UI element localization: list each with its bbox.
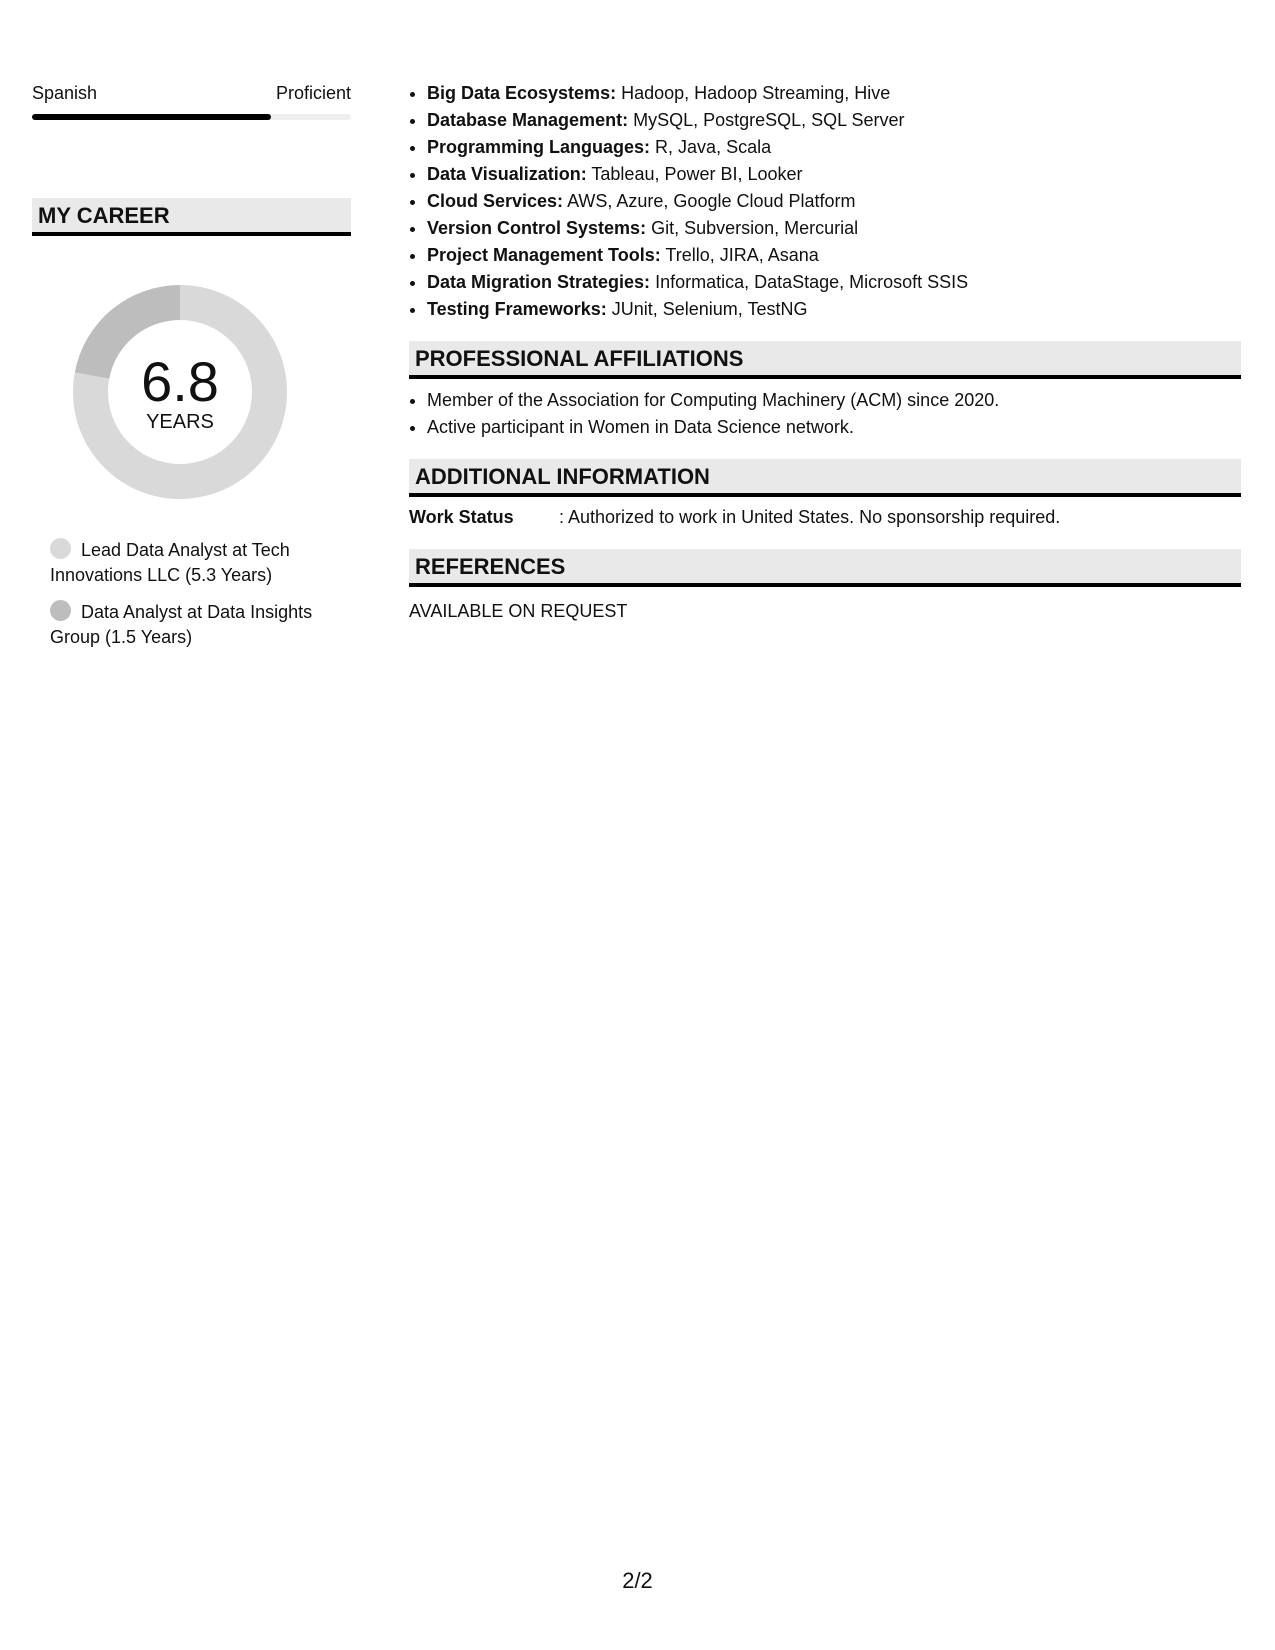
- skill-label: Project Management Tools:: [427, 245, 661, 265]
- right-column: [409, 80, 1241, 625]
- affiliations-list: [409, 387, 1241, 441]
- skill-value: JUnit, Selenium, TestNG: [611, 299, 808, 319]
- affiliation-item: • Active participant in Women in Data Science network.: [427, 414, 1241, 441]
- career-legend-label: Data Analyst at Data Insights Group (1.5 Years): [50, 602, 313, 647]
- skill-value: MySQL, PostgreSQL, SQL Server: [633, 110, 905, 130]
- language-name: Spanish: [32, 83, 98, 103]
- skill-item: [427, 215, 1241, 242]
- skill-value: Tableau, Power BI, Looker: [591, 164, 803, 184]
- skill-value: R, Java, Scala: [655, 137, 772, 157]
- career-legend-item: [50, 600, 351, 650]
- career-heading: MY CAREER: [32, 198, 351, 236]
- skill-label: Version Control Systems:: [427, 218, 647, 238]
- skill-item: [427, 188, 1241, 215]
- skill-value: AWS, Azure, Google Cloud Platform: [567, 191, 856, 211]
- career-total-years: 6.8: [141, 350, 219, 413]
- references-heading: REFERENCES: [409, 549, 1241, 587]
- skill-label: Data Migration Strategies:: [427, 272, 651, 292]
- career-legend-item: [50, 538, 351, 588]
- skill-label: Big Data Ecosystems:: [427, 83, 617, 103]
- additional-info-heading: ADDITIONAL INFORMATION: [409, 459, 1241, 497]
- skills-list: [409, 80, 1241, 323]
- skill-value: Hadoop, Hadoop Streaming, Hive: [621, 83, 891, 103]
- work-status-value: : Authorized to work in United States. No sponsorship required.: [559, 507, 1061, 527]
- career-donut-chart: [66, 278, 294, 506]
- skill-value: Trello, JIRA, Asana: [665, 245, 819, 265]
- skill-label: Data Visualization:: [427, 164, 587, 184]
- references-text: AVAILABLE ON REQUEST: [409, 601, 628, 621]
- skill-item: [427, 161, 1241, 188]
- skill-label: Cloud Services:: [427, 191, 564, 211]
- skill-value: Informatica, DataStage, Microsoft SSIS: [655, 272, 969, 292]
- career-total-unit: YEARS: [146, 411, 214, 433]
- legend-dot-icon: [50, 600, 71, 621]
- language-level-bar-fill: [32, 114, 271, 120]
- career-legend-label: Lead Data Analyst at Tech Innovations LLC (5.3 Years): [50, 540, 290, 585]
- skill-label: Programming Languages:: [427, 137, 651, 157]
- skill-item: [427, 269, 1241, 296]
- career-donut-center: [66, 278, 294, 506]
- page-number: 2/2: [622, 1568, 653, 1593]
- skill-label: Testing Frameworks:: [427, 299, 607, 319]
- skill-item: [427, 134, 1241, 161]
- skill-item: [427, 80, 1241, 107]
- skill-label: Database Management:: [427, 110, 629, 130]
- skill-item: [427, 242, 1241, 269]
- affiliation-item: • Member of the Association for Computing Machinery (ACM) since 2020.: [427, 387, 1241, 414]
- work-status-label: Work Status: [409, 507, 514, 527]
- work-status-row: [409, 503, 1241, 531]
- affiliations-heading: PROFESSIONAL AFFILIATIONS: [409, 341, 1241, 379]
- legend-dot-icon: [50, 538, 71, 559]
- left-column: [32, 80, 351, 662]
- career-legend: [32, 538, 351, 650]
- skill-item: [427, 107, 1241, 134]
- skill-value: Git, Subversion, Mercurial: [651, 218, 859, 238]
- language-level-bar: [32, 114, 351, 120]
- language-level: Proficient: [275, 83, 351, 103]
- skill-item: [427, 296, 1241, 323]
- language-row: [32, 80, 351, 106]
